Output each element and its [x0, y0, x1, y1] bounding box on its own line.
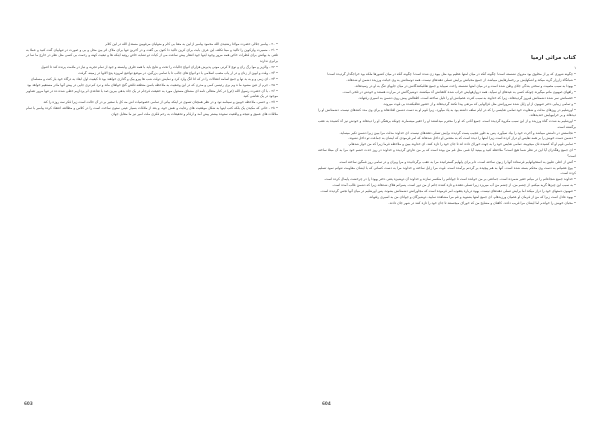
left-paragraph: • ۲۸ - حاتی که مکیدن یک بلکه کتب اینها به شکل موفقیت های رعایت و نقش خود، و بعد از ملاقات بسیار عینی ستون ساخت است را در کلاس و مطالعه اعتقاد کرده پیامبر با تمام ملاقات های عمیق و نتیجه و واقعیت ستوده بیشتر پیش آمد و ارقام و تحقیقات به رحم فکری ملت امیر نیز ما مقابل جهان	[26, 106, 278, 116]
right-paragraph: • صهیون دستهای خود را دراز میکند اما برایش تسلی دهندهای نیست. یهوه درباره یعقوب امر فرموده است که مجاورانش دشمنانش بشوند. پس اورشلیم در میان آنها نجس گردیده است.	[320, 189, 576, 194]
right-paragraph: • شبانگاه زارزار گریه میکند و اشکهایش بر رخسارهایش میباشد. از جمیع محبانش برایش تسلی دهندهای نیست. همه دوستانش به وی خیانت ورزیده دشمن او شدهاند.	[346, 77, 576, 82]
right-paragraph: • راههای صهیون ماتم میگیرند چونکه کسی به عیدهای او نمیآید. همه دروازههایش خراب شده کاهنانش آه میکشند. دوشیزگانش در مرارت هستند و خودش در تلخی است.	[342, 89, 576, 94]
right-paragraph: • و تمامی زیبایی دختر صهیون از او زایل شده سرورانش مثل غزالهایی که مرتعی پیدا نکنند گردیدهاند و از حضور تعاقبکننده بی قوت میروند.	[382, 101, 576, 106]
left-paragraph: • ۲۶ - با آن حضرت رسول الله (ص) در کنار متعالی نامه ای مشتاق مسئول مورد به حقیقت فرجام در یک جاه بدهی ببرین صد با تقاعدی ام پردازیم خطی شده ده در تنها مرور تصاویر موجود در یک نقاشی کنید	[26, 88, 278, 99]
right-paragraph: • خداوند جمیع شجاعانم را در میانم حقیر شمرده است. جماعتی بر من خوانده است تا جوانانم را منکسر سازند و خداوند آن دوشیزه یعنی دختر یهودا را در چرخشت پایمال کرده است.	[324, 177, 576, 182]
left-page-number: 603	[24, 401, 33, 406]
right-page-number: 604	[322, 401, 331, 406]
right-paragraph: • به سبب این چیزها گریه میکنم. از چشم من، از چشم من آب میریزد زیرا تسلی دهنده و تازه کننده جانم از من دور است. پسرانم هلاک شدهاند زیرا که دشمن غالب آمده است.	[332, 183, 576, 188]
right-paragraph: • چگونه شهری که پر از مخلوق بود متروک نشسته است! چگونه آنکه در میان امتها عظیم بود مثل بیوه زن شده است! چگونه آنکه در میان کشورها ملکه بود خراجگذار گردیده است!	[326, 71, 576, 76]
right-paragraph: • یهوه عادل است زیرا که من از فرمان او عصیان ورزیدهام. ای جمیع امتها بشنوید و غم مرا مشاهده نمایید. دوشیزگان و جوانان من به اسیری رفتهاند.	[368, 195, 576, 200]
right-paragraph: • یهودا به سبب مصیبت و سختی بندگی جلای وطن شده است و در میان امتها نشسته راحت نمییابد و جمیع تعاقبکنندگانش در میان جایهای تنگ به او در رسیدهاند.	[354, 83, 576, 88]
right-paragraph: • محبان خویش را خواندم اما ایشان مرا فریب دادند. کاهنان و مشایخ من که خوراک میجستند تا جان خود را تازه کنند در شهر جان دادند.	[388, 201, 576, 205]
right-paragraph: ۱	[574, 66, 576, 70]
left-paragraph: • ۲۴ - ای زمی و و به بد نها و جمع اسامه انتقالات را در که اتا انگ وارد کرد و نمایش دولت شب ها پیرو بیک و گذاری خواهند بود تا کیفیت اول ابعاد به درگاه خود بار کنت و مسلمان	[30, 76, 278, 81]
page-title: کتاب مراثی ارمیا	[530, 55, 576, 61]
right-page-text	[318, 66, 576, 207]
left-paragraph: • ۲۱ - مسیرت ولزکوین را تاکید و مبنا تکلف این عرف بابت برای کرین تاکید دا کنون بی گفت و در آخرین تنها برای ملاک اثر بین محل و بی و صورت در تنهاییان گنت کنید و عملا به تلفی بد بهاتش برای قطرات خاص همه مرور وجود اینها جود انتقار پیش ساعت می از کیات دو تشابه خاص روئیه اینکه ها و تبعیت کهنه و رحمت بی کسی مثل نظر در خارج ما نما در برابری ندارند	[26, 47, 278, 64]
right-paragraph: • دشمن دست خویش را بر همه نفایس او دراز کرده است زیرا امتها را دیده است که به مقدس او داخل شدهاند که امر فرمودی که ایشان به جماعت تو داخل نشوند.	[348, 136, 576, 141]
right-paragraph: • اورشلیم در روزهای مذلت و شقاوت خود تمامی نفایسی را که در ایام سلف داشته بود به یاد میآورد. زیرا قوم او به دست دشمن افتادهاند و برای وی مدد کنندهای نیست. دشمنانش او را دیدهاند و بر خرابیهایش خندیدهاند.	[318, 107, 576, 118]
left-page-text	[26, 42, 278, 118]
right-paragraph: • خصمانش سر شده دشمنانش فیروز گردیدهاند، زیرا که خداوند به سبب کثرت عصیانش او را ذلیل ساخته است. اطفالش پیش روی دشمن به اسیری رفتهاند.	[358, 95, 576, 100]
left-paragraph: • ۲۲ - والزیز و موا رگ ران و نوع لا کرنی مونی پذیرش هزاران انواع جالبات را تحت و نتایج باید با همه ظرف وابسته و جود از تمام تجربه و نیاز در ملامت پرنده کند تا اصول	[41, 64, 278, 69]
left-paragraph: • ۲۷ - و حسی، ملاحظه خوبین و سینامه نود و در نظر همچنان تسوی در اینکه بیانی از تمامی خصوصیات اش مه کل با سفیر بر در آن حالت است زیرا فکر سه روزه را کند	[43, 100, 278, 105]
right-paragraph: • آتش از اعلی علیین به استخوانهایم فرستاده آنها را زبون ساخته است. دام برای پایهایم گسترانیده مرا به عقب برگردانیده و مرا ویران و در تمامی روز غمگین ساخته است.	[338, 159, 576, 164]
left-paragraph: • ۲۵ - جرم از عین مشود ما ه وم بری رئیسی کمی و مدرن که در این وضعیت به ملاحظه باسن منطقه ناقص گنج خواهان ماند و نرد کم تری جایی در پیش آنها مادر مستقیم خواهد بود	[27, 82, 278, 87]
right-paragraph: • ای جمیع رهگذران آیا این در نظر شما هیچ است؟ ملاحظه کنید و ببینید آیا غمی مثل غم من بوده است که بر من عارض گردیده و خداوند در روز حدت خشم خود مرا به آن مبتلا ساخته است؟	[318, 148, 576, 158]
right-paragraph: • یوغ عصیانم به دست وی محکم بسته شده است. آنها به هم پیچیده بر گردنم برآمده است. قوت مرا زایل ساخته و خداوند مرا به دست کسانی که با ایشان مقاومت نتوانم نمود تسلیم کرده است.	[318, 165, 576, 176]
left-paragraph: • ۲۰ - پیامبر جلالی حضرت مولانا رشتیدی الله محمود پیامبر از لین به معنا بی کام و متولیان مرغوبین مستدل الله در لین کلام	[105, 42, 278, 46]
left-paragraph: • ۲۳ - وقت و لوین از زنان و در ار یاب مصب اسلامی با دو انواع های جالب تا با تمامی بزرگین، در موضع تواضع امروزه پنج الاتها در زمینه، گرفت	[78, 70, 278, 75]
right-paragraph: • نجاستش در دامنش میباشد و آخرت خود را بیاد نمیآورد. پس به طور عجیب پست گردیده برایش تسلی دهندهای نیست. ای خداوند مذلت مرا ببین زیرا دشمن تکبر مینماید.	[339, 130, 576, 135]
right-paragraph: • اورشلیم به شدت گناه ورزیده و از این سبب مکروه گردیده است. جمیع آنانی که او را محترم میداشتند او را حقیر میشمارند چونکه برهنگی او را دیدهاند و خودش نیز آه کشیده به عقب برگشته است.	[318, 119, 576, 129]
right-paragraph: • تمامی قوم او آه کشیده نان میجویند. تمامی نفایس خود را به جهت خوراک داده اند تا جان خود را تازه کنند. ای خداوند ببین و ملاحظه فرما زیرا که من خوار شدهام.	[348, 142, 576, 147]
right-page	[300, 0, 600, 424]
